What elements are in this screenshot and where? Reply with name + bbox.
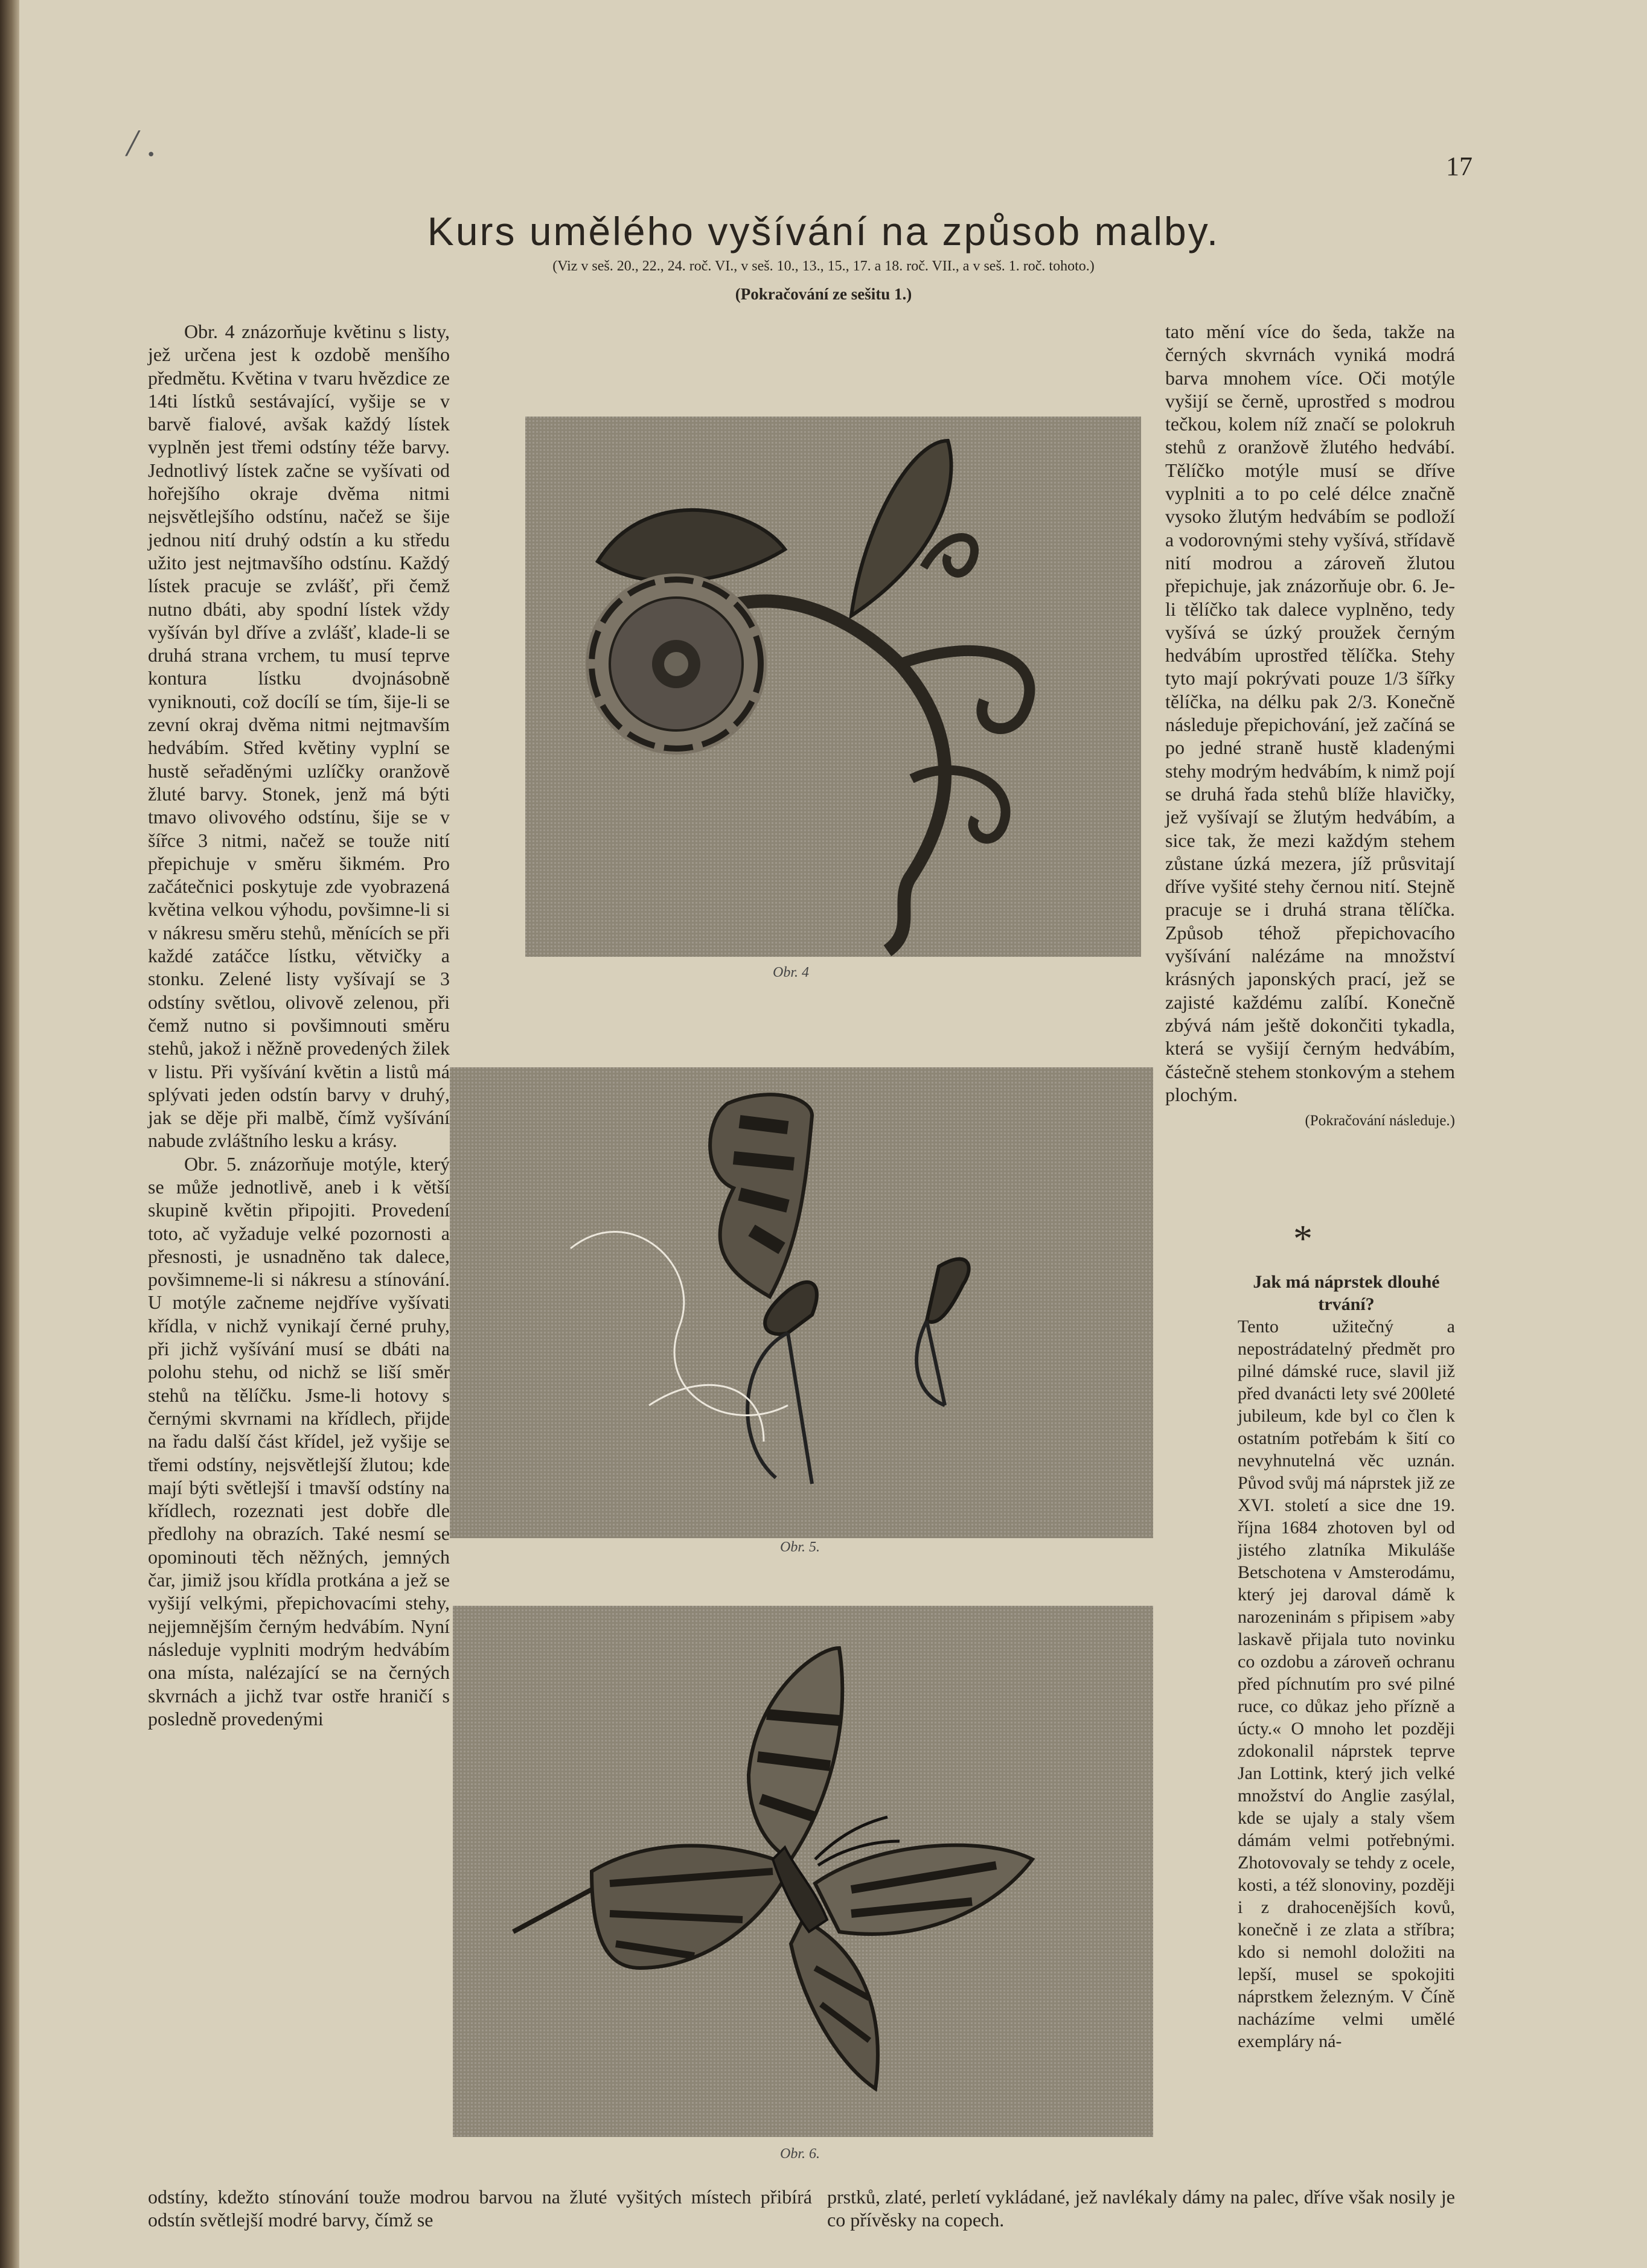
article-reference: (Viz v seš. 20., 22., 24. roč. VI., v seš. 10., 13., 15., 17. a 18. roč. VII., a v seš. 1. roč. tohoto.) [552,258,1095,274]
thimble-heading: Jak má náprstek dlouhé trvání? [1253,1272,1440,1314]
flower-embroidery-illustration [525,417,1141,957]
article-paragraph-continued: tato mění více do šeda, takže na černých skvrnách vyniká modrá barva mnohem více. Oči motýle vyšijí se černě, uprostřed s modrou tečkou, kolem níž značí se polokruh stehů z oranžově žlutého hedvábí. Tělíčko motýle musí se dříve vyplniti a to po celé délce značně vysoko žlutým hedvábím se podloží a vodorovnými stehy vyšívá, střídavě nití modrou a zároveň žlutou přepichuje, jak znázorňuje obr. 6. Je-li tělíčko tak dalece vyplněno, tedy vyšívá se úzký proužek černým hedvábím uprostřed tělíčka. Stehy tyto mají pokrývati pouze 1/3 šířky tělíčka, na délku pak 2/3. Konečně následuje přepichování, jež začíná se po jedné straně hustě kladenými stehy modrým hedvábím, k nimž pojí se druhá řada stehů blíže hlavičky, jež vyšívají se žlutým hedvábím, a sice tak, že mezi každým stehem zůstane úzká mezera, jíž průsvitají dříve vyšité stehy černou nití. Stejně pracuje se i druhá strana tělíčka. Způsob téhož přepichovacího vyšívání nalézáme na množství krásných japonských prací, jež se zajisté každému zalíbí. Konečně zbývá nám ještě dokončiti tykadla, která se vyšijí černým hedvábím, částečně stehem stonkovým a stehem plochým. [1165,321,1455,1105]
butterfly-embroidery-illustration [453,1606,1153,2137]
right-column-text [1165,320,1455,1132]
butterfly-outline-illustration [450,1067,1153,1538]
book-binding-edge [0,0,19,2268]
figure-5-caption: Obr. 5. [780,1539,820,1555]
to-be-continued-note: (Pokračování následuje.) [1305,1113,1455,1129]
figure-5-butterfly [450,1067,1153,1538]
page-number: 17 [1446,152,1473,181]
article-paragraph-obr4: Obr. 4 znázorňuje květinu s listy, jež určena jest k ozdobě menšího předmětu. Květina v tvaru hvězdice ze 14ti lístků sestávající, vyšije se v barvě fialové, avšak každý lístek vyplněn jest třemi odstíny téže barvy. Jednotlivý lístek začne se vyšívati od hořejšího okraje dvěma nitmi nejsvětlejšího odstínu, načež se šije jednou nití druhý odstín a ku středu užito jest nejtmavšího odstínu. Každý lístek pracuje se zvlášť, při čemž nutno dbáti, aby spodní lístek vždy vyšíván byl dříve a zvlášť, klade-li se druhá strana vrchem, tu musí teprve kontura lístku dvojnásobně vyniknouti, což docílí se tím, šije-li se zevní okraj dvěma nitmi nejtmavším hedvábím. Střed květiny vyplní se hustě seřaděnými uzlíčky oranžově žluté barvy. Stonek, jenž má býti tmavo olivového odstínu, šije se v šířce 3 nitmi, načež se touže nití přepichuje v směru šikmém. Pro začátečnici poskytuje zde vyobrazená květina velkou výhodu, povšimne-li si v nákresu směru stehů, měnících se při každé zatáčce lístku, větvičky a stonku. Zelené listy vyšívají se 3 odstíny světlou, olivově zelenou, při čemž nutno si povšimnouti směru stehů, jakož i něžně provedených žilek v listu. Při vyšívání květin a listů má splývati jeden odstín barvy v druhý, jak se děje při malbě, čímž vyšívání nabude zvláštního lesku a krásy. [148,321,450,1152]
thimble-column [1238,1271,1455,2052]
section-separator: * [1293,1217,1313,1260]
figure-6-butterfly [453,1606,1153,2137]
bottom-right-text: prstků, zlaté, perletí vykládané, jež navlékaly dámy na palec, dříve však nosily je co přívěsky na copech. [827,2186,1455,2231]
left-column-text [148,320,450,1730]
article-title: Kurs umělého vyšívání na způsob malby. [427,209,1220,254]
continuation-note: (Pokračování ze sešitu 1.) [735,285,912,303]
figure-4-flower [525,417,1141,957]
figure-6-caption: Obr. 6. [780,2146,820,2162]
pencil-mark: / . [127,121,157,164]
thimble-paragraph: Tento užitečný a nepostrádatelný předmět pro pilné dámské ruce, slavil již před dvanácti lety své 200leté jubileum, kde byl co člen k ostatním potřebám k šití co nevyhnutelná věc uznán. Původ svůj má náprstek již ze XVI. století a sice dne 19. října 1684 zhotoven byl od jistého zlatníka Mikuláše Betschotena v Amsterodámu, který jej daroval dámě k narozeninám s připisem »aby laskavě přijala tuto novinku co ozdobu a zároveň ochranu před píchnutím pro své pilné ruce, co důkaz jeho přízně a úcty.« O mnoho let později zdokonalil náprstek teprve Jan Lottink, který jich velké množství do Anglie zasýlal, kde se ujaly a staly všem dámám velmi potřebnými. Zhotovovaly se tehdy z ocele, kosti, a též slonoviny, později i z drahocenějších kovů, konečně i ze zlata a stříbra; kdo si nemohl doložiti na lepší, musel se spokojiti náprstkem železným. V Číně nacházíme velmi umělé exempláry ná- [1238,1317,1455,2051]
article-paragraph-obr5: Obr. 5. znázorňuje motýle, který se může jednotlivě, aneb i k větší skupině květin připojiti. Provedení toto, ač vyžaduje velké pozornosti a přesnosti, je usnadněno tak dalece, povšimneme-li si nákresu a stínování. U motýle začneme nejdříve vyšívati křídla, v nichž vynikají černé pruhy, při jichž vyšívání musí se dbáti na polohu stehu, od nichž se liší směr stehů na tělíčku. Jsme-li hotovy s černými skvrnami na křídlech, přijde na řadu další část křídel, jež vyšije se třemi odstíny, nejsvětlejší žlutou; kde mají býti světlejší i tmavší odstíny na křídlech, rozeznati jest dobře dle předlohy na obrazích. Také nesmí se opominouti těch něžných, jemných čar, jimiž jsou křídla protkána a jež se vyšijí velkými, přepichovacími stehy, nejjemnějším černým hedvábím. Nyní následuje vyplniti modrým hedvábím ona místa, nalézající se na černých skvrnách a jichž tvar ostře hraničí s posledně provedenými [148,1152,450,1730]
bottom-left-text: odstíny, kdežto stínování touže modrou barvou na žluté vyšitých místech přibírá odstín světlejší modré barvy, čímž se [148,2186,812,2231]
figure-4-caption: Obr. 4 [773,965,810,980]
